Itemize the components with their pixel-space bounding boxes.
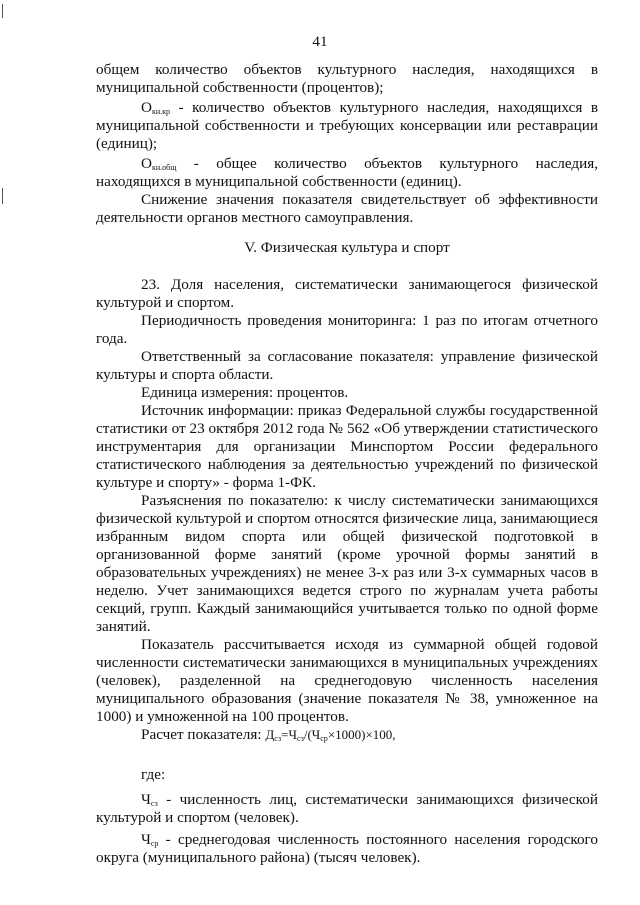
symbol-letter: О (141, 155, 152, 172)
text-line: численности систематически занимающихся в муниципальных учреждениях (96, 654, 598, 671)
text-line: Ответственный за согласование показателя: управление физической (141, 348, 598, 365)
text-line: неделю. Учет занимающихся ведется строго по журналам учета работы (96, 582, 598, 599)
text-line: муниципальной собственности (процентов); (96, 79, 384, 96)
text-line: 1000) и умноженной на 100 процентов. (96, 708, 349, 725)
text-line: (человек), разделенной на среднегодовую численность населения (96, 672, 598, 689)
text-line: секций, групп. Каждый занимающийся учитывается только по одной форме (96, 600, 598, 617)
text-line: культурой и спортом. (96, 294, 235, 311)
formula-subscript: сз (296, 734, 304, 743)
text-line: культуре и спорту» - форма 1-ФК. (96, 474, 317, 491)
formula-part: =Ч (281, 727, 297, 742)
definition-line (141, 99, 598, 117)
formula-label: Расчет показателя: (141, 726, 266, 743)
formula-part: ×1000)×100, (327, 727, 396, 742)
text-line: 23. Доля населения, систематически занимающегося физической (141, 276, 598, 293)
formula-subscript: ср (320, 734, 328, 743)
definition-text: - численность лиц, систематически занимающихся физической (157, 791, 598, 808)
text-line: статистики от 23 октября 2012 года № 562 «Об утверждении статистического (96, 420, 598, 437)
symbol-letter: Ч (141, 831, 151, 848)
text-line: Показатель рассчитывается исходя из суммарной общей годовой (141, 636, 598, 653)
text-line: культурой и спортом (человек). (96, 809, 299, 826)
text-line: инструментария для организации Минспортом России федерального (96, 438, 598, 455)
text-line: округа (муниципального района) (тысяч человек). (96, 849, 421, 866)
text-line: года. (96, 330, 128, 347)
scan-margin-mark (2, 4, 3, 18)
symbol-subscript: кн.общ (151, 163, 177, 172)
section-heading: V. Физическая культура и спорт (244, 239, 450, 256)
symbol-subscript: сз (150, 799, 158, 808)
text-line: муниципального образования (значение показателя № 38, умноженное на (96, 690, 598, 707)
text-line: Разъяснения по показателю: к числу систематически занимающихся (141, 492, 598, 509)
page-number: 41 (312, 33, 328, 50)
definition-text: - общее количество объектов культурного наследия, (176, 155, 598, 172)
formula-part: /(Ч (303, 727, 321, 742)
text-line: организованной форме занятий (кроме урочной формы занятий в (96, 546, 598, 563)
formula-part: Д (265, 727, 275, 742)
scan-margin-mark (2, 188, 3, 204)
text-line: (единиц); (96, 135, 158, 152)
text-line: образовательных учреждениях) не менее 3-х раз или 3-х суммарных часов в (96, 564, 598, 581)
text-line: находящихся в муниципальной собственности (единиц). (96, 173, 462, 190)
definition-line (141, 791, 598, 809)
definition-text: - среднегодовая численность постоянного населения городского (158, 831, 598, 848)
definition-text: - количество объектов культурного наследия, находящихся в (170, 99, 598, 116)
text-line: культуры и спорта области. (96, 366, 274, 383)
text-line: Единица измерения: процентов. (141, 384, 349, 401)
text-line: общем количество объектов культурного наследия, находящихся в (96, 61, 598, 78)
text-line: где: (141, 766, 166, 783)
text-line: занятий. (96, 618, 151, 635)
text-line: муниципальной собственности и требующих консервации или реставрации (96, 117, 598, 134)
text-line: Источник информации: приказ Федеральной службы государственной (141, 402, 598, 419)
definition-line (141, 831, 598, 849)
text-line: физической культурой и спортом относятся физические лица, занимающиеся (96, 510, 598, 527)
text-line: Периодичность проведения мониторинга: 1 раз по итогам отчетного (141, 312, 598, 329)
text-line: статистического наблюдения за деятельностью учреждений по физической (96, 456, 598, 473)
definition-line (141, 155, 598, 173)
symbol-letter: Ч (141, 791, 151, 808)
symbol-subscript: кн.кр (151, 107, 171, 116)
formula-subscript: сз (274, 734, 282, 743)
symbol-letter: О (141, 99, 152, 116)
formula (265, 727, 395, 742)
symbol-subscript: ср (150, 839, 159, 848)
text-line: Снижение значения показателя свидетельствует об эффективности (141, 191, 598, 208)
text-line: деятельности органов местного самоуправления. (96, 209, 414, 226)
formula-line (141, 726, 598, 744)
text-line: избранным видом спорта или общей физической подготовкой в (96, 528, 598, 545)
